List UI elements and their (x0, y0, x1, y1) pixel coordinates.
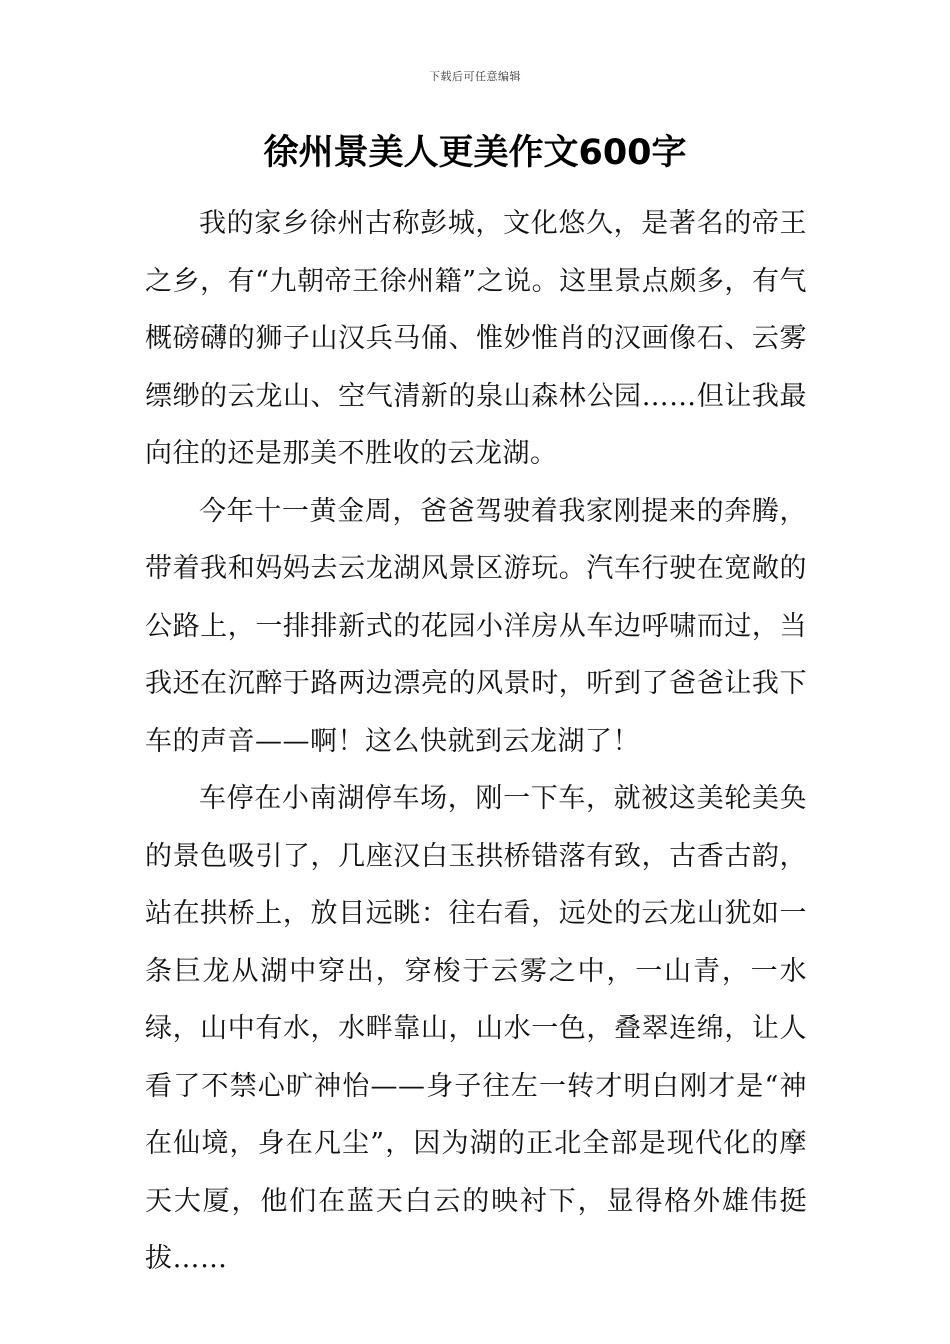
paragraph-3: 车停在小南湖停车场，刚一下车，就被这美轮美奂的景色吸引了，几座汉白玉拱桥错落有致，古香古韵，站在拱桥上，放目远眺：往右看，远处的云龙山犹如一条巨龙从湖中穿出，穿梭于云雾之中，一山青，一水绿，山中有水，水畔靠山，山水一色，叠翠连绵，让人看了不禁心旷神怡——身子往左一转才明白刚才是“神在仙境，身在凡尘”，因为湖的正北全部是现代化的摩天大厦，他们在蓝天白云的映衬下，显得格外雄伟挺拔…… (145, 783, 807, 1274)
header-note: 下载后可任意编辑 (429, 70, 521, 83)
page-title: 徐州景美人更美作文600字 (263, 133, 687, 173)
document-body (145, 195, 807, 1288)
paragraph-1: 我的家乡徐州古称彭城，文化悠久，是著名的帝王之乡，有“九朝帝王徐州籍”之说。这里景点颇多，有气概磅礴的狮子山汉兵马俑、惟妙惟肖的汉画像石、云雾缥缈的云龙山、空气清新的泉山森林公园……但让我最向往的还是那美不胜收的云龙湖。 (145, 208, 807, 469)
paragraph-2: 今年十一黄金周，爸爸驾驶着我家刚提来的奔腾，带着我和妈妈去云龙湖风景区游玩。汽车行驶在宽敞的公路上，一排排新式的花园小洋房从车边呼啸而过，当我还在沉醉于路两边漂亮的风景时，听到了爸爸让我下车的声音——啊！这么快就到云龙湖了！ (145, 495, 807, 757)
